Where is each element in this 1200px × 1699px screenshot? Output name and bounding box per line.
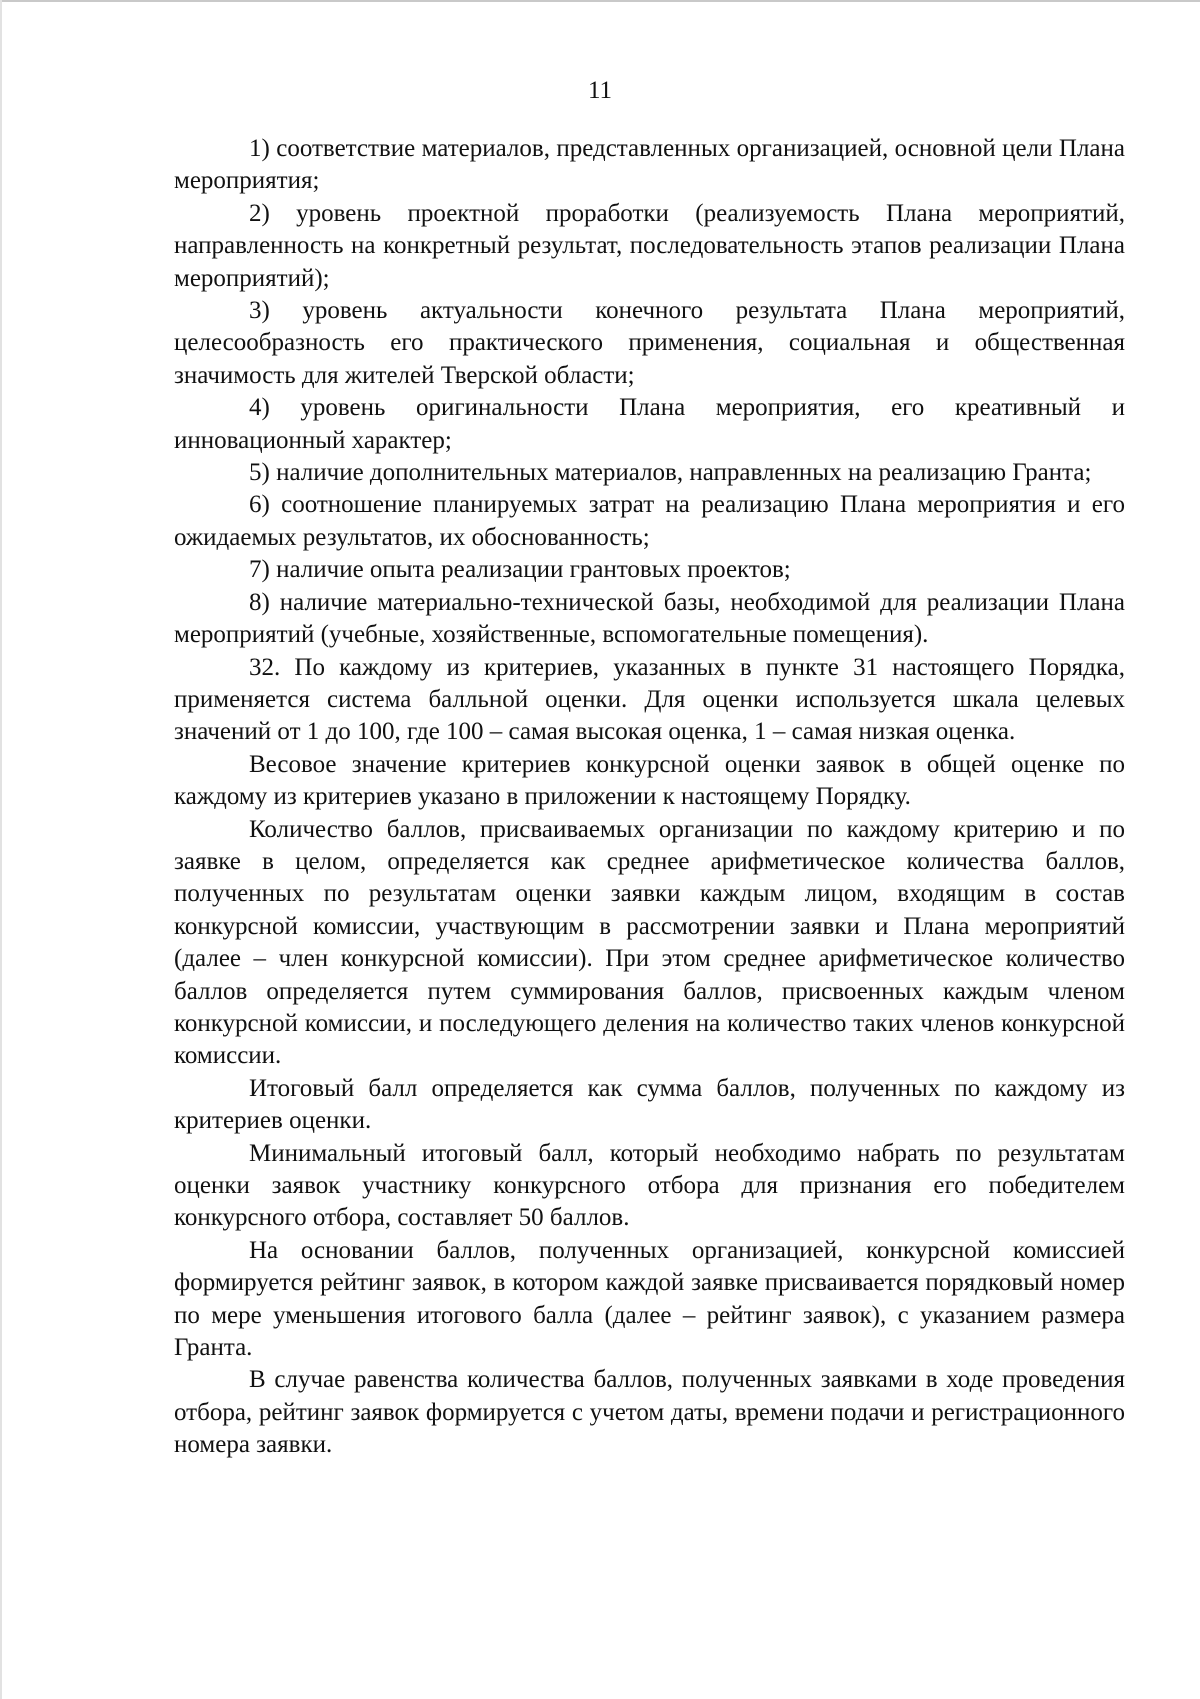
document-body <box>174 133 1125 1462</box>
criterion-7-paragraph: 7) наличие опыта реализации грантовых проектов; <box>249 556 791 584</box>
clause-32-paragraph: 32. По каждому из критериев, указанных в пункте 31 настоящего Порядка, применяется система балльной оценки. Для оценки используется шкала целевых значений от 1 до 100, где 100 – самая высокая оценка, 1 – самая низкая оценка. <box>174 653 1125 746</box>
criterion-8-paragraph: 8) наличие материально-технической базы, необходимой для реализации Плана мероприятий (учебные, хозяйственные, вспомогательные помещения). <box>174 588 1125 649</box>
weight-paragraph: Весовое значение критериев конкурсной оценки заявок в общей оценке по каждому из критериев указано в приложении к настоящему Порядку. <box>174 750 1125 811</box>
criterion-6-paragraph: 6) соотношение планируемых затрат на реализацию Плана мероприятия и его ожидаемых результатов, их обоснованность; <box>174 491 1125 551</box>
criterion-2-paragraph: 2) уровень проектной проработки (реализуемость Плана мероприятий, направленность на конкретный результат, последовательность этапов реализации Плана мероприятий); <box>174 199 1125 292</box>
tie-break-paragraph: В случае равенства количества баллов, полученных заявками в ходе проведения отбора, рейтинг заявок формируется с учетом даты, времени подачи и регистрационного номера заявки. <box>174 1366 1125 1459</box>
scan-edge-left <box>0 0 2 1699</box>
criterion-1-paragraph: 1) соответствие материалов, представленных организацией, основной цели Плана мероприятия; <box>174 135 1125 195</box>
rating-paragraph: На основании баллов, полученных организацией, конкурсной комиссией формируется рейтинг заявок, в котором каждой заявке присваивается порядковый номер по мере уменьшения итогового балла (далее – рейтинг заявок), с указанием размера Гранта. <box>174 1236 1125 1362</box>
scan-edge-top <box>0 0 1200 2</box>
criterion-4-paragraph: 4) уровень оригинальности Плана мероприятия, его креативный и инновационный характер; <box>174 394 1125 454</box>
criterion-3-paragraph: 3) уровень актуальности конечного результата Плана мероприятий, целесообразность его практического применения, социальная и общественная значимость для жителей Тверской области; <box>174 297 1125 389</box>
score-calculation-paragraph: Количество баллов, присваиваемых организации по каждому критерию и по заявке в целом, определяется как среднее арифметическое количества баллов, полученных по результатам оценки заявки каждым лицом, входящим в состав конкурсной комиссии, участвующим в рассмотрении заявки и Плана мероприятий (далее – член конкурсной комиссии). При этом среднее арифметическое количество баллов определяется путем суммирования баллов, присвоенных каждым членом конкурсной комиссии, и последующего деления на количество таких членов конкурсной комиссии. <box>174 815 1125 1070</box>
criterion-5-paragraph: 5) наличие дополнительных материалов, направленных на реализацию Гранта; <box>249 459 1092 487</box>
page-number: 11 <box>587 77 613 104</box>
total-score-paragraph: Итоговый балл определяется как сумма баллов, полученных по каждому из критериев оценки. <box>174 1074 1125 1135</box>
minimum-score-paragraph: Минимальный итоговый балл, который необходимо набрать по результатам оценки заявок участнику конкурсного отбора для признания его победителем конкурсного отбора, составляет 50 баллов. <box>174 1139 1125 1232</box>
